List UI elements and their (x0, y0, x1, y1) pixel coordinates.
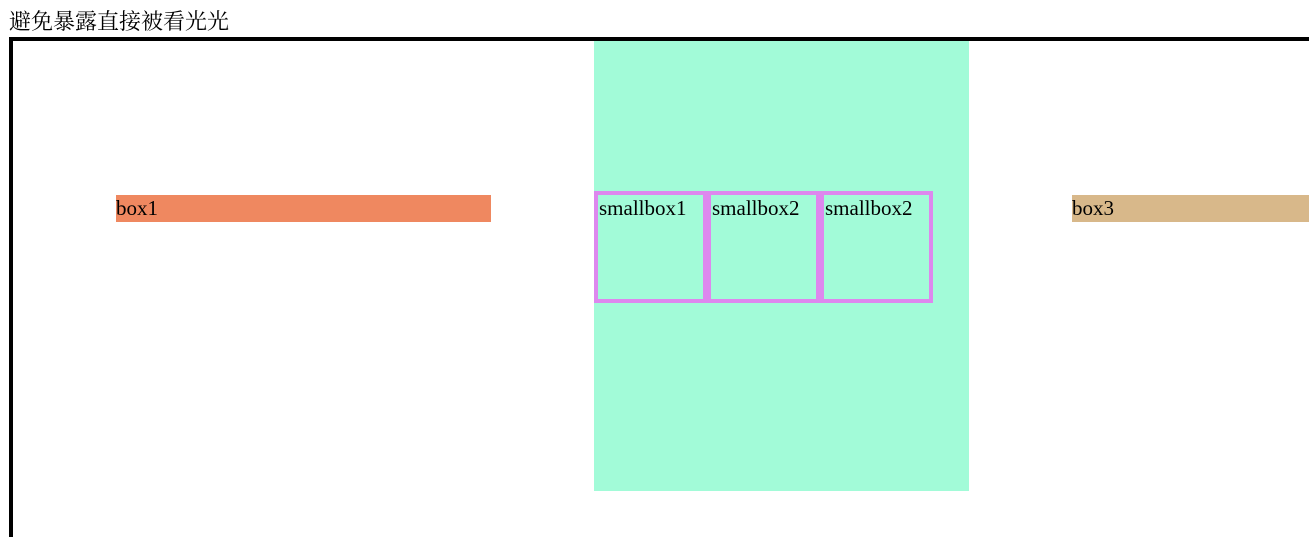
box2 (594, 41, 969, 491)
page-heading: 避免暴露直接被看光光 (9, 10, 230, 35)
flex-container (9, 37, 1309, 537)
smallbox-1: smallbox1 (594, 191, 707, 303)
box1: box1 (116, 195, 491, 222)
smallbox-2: smallbox2 (707, 191, 820, 303)
smallbox-3: smallbox2 (820, 191, 933, 303)
box3: box3 (1072, 195, 1309, 222)
